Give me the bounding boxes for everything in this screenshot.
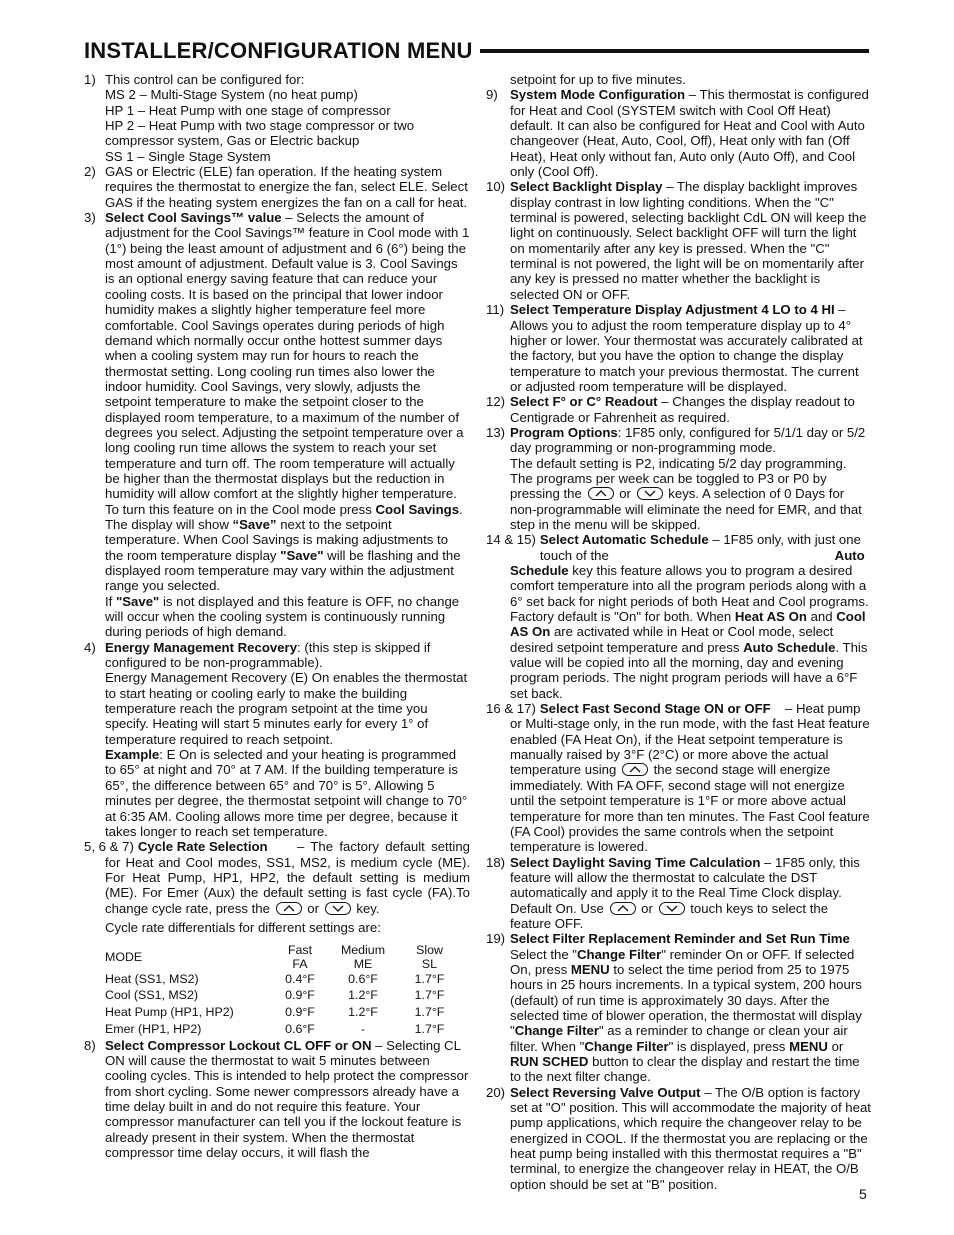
key-label: Cool Savings: [375, 501, 460, 517]
item-text: GAS or Electric (ELE) fan operation. If the heating system requires the thermostat to energize the fan, select ELE. Select GAS if the heating system energizes the fan on a call for heat.: [105, 164, 468, 210]
item-text: The default setting is P2, indicating 5/2 day programming. The programs per week can be toggled to P3 or P0 by pressing the: [510, 455, 847, 502]
key-label: MENU: [570, 961, 610, 977]
example-label: Example: [105, 747, 160, 763]
item-text: key.: [356, 900, 380, 916]
item-text: – Changes the display readout to Centigrade or Fahrenheit as required.: [510, 394, 855, 425]
cell-slow: 1.7°F: [414, 988, 445, 1003]
up-key-icon: [276, 902, 302, 915]
item-label: Select Filter Replacement Reminder and Set Run Time: [510, 931, 850, 947]
display-label: Change Filter: [577, 946, 662, 962]
item-18: [486, 855, 871, 932]
column-header-text: SL: [421, 957, 438, 972]
item-text: – 1F85 only, with just one touch of the: [539, 532, 861, 563]
cell-slow: 1.7°F: [414, 1005, 445, 1020]
item-label: Select Fast Second Stage ON or OFF: [539, 701, 771, 717]
item-number: 9): [486, 87, 498, 103]
item-text: – This thermostat is configured for Heat and Cool (SYSTEM switch with Cool Off Heat) default. It can also be configured for Heat and Cool with Auto changeover (Heat, Auto, Cool, Off), Heat only with fan (Off Heat), Heat only without fan, Auto only (Auto Off), and Cool only (Cool Off).: [510, 87, 869, 180]
item-11: [486, 302, 871, 394]
item-text: button to clear the display and restart the time to the next filter change.: [510, 1054, 860, 1085]
item-20: [486, 1085, 871, 1192]
item-14-15: [486, 532, 871, 563]
down-key-icon: [637, 487, 663, 500]
table-header-row: [105, 943, 458, 971]
item-19: [486, 931, 871, 1084]
item-2: [84, 164, 470, 210]
item-text: touch keys to select the feature OFF.: [510, 900, 829, 931]
cell-medium: -: [360, 1021, 366, 1036]
item-line: MS 2 – Multi-Stage System (no heat pump): [105, 87, 358, 103]
down-key-icon: [325, 902, 351, 915]
table-row: [105, 1004, 458, 1021]
cell-mode: Cool (SS1, MS2): [105, 988, 198, 1003]
item-text: . This value will be copied into all the morning, day and evening program periods. The night program periods will have a 6°F set back.: [510, 639, 868, 701]
item-number: 4): [84, 639, 96, 655]
key-label: Auto Schedule: [510, 547, 865, 578]
item-text: keys. A selection of 0 Days for non-programmable will eliminate the need for EMR, and that step in the menu will be skipped.: [510, 486, 862, 532]
cell-fast: 0.4°F: [285, 971, 315, 986]
item-text: or: [619, 486, 631, 502]
item-number: 10): [486, 179, 506, 195]
item-text: to select the time period from 25 to 1975 hours in 25 hours increments. In a typical system, 200 hours (default) of run time is approximately 30 days. After the selected time of blower operation, the thermostat will display ": [510, 961, 862, 1039]
item-12: [486, 394, 871, 425]
cell-medium: 1.2°F: [348, 1005, 378, 1020]
item-line: SS 1 – Single Stage System: [105, 148, 271, 164]
item-text: or: [307, 900, 320, 916]
item-line: HP 1 – Heat Pump with one stage of compressor: [105, 102, 391, 118]
left-column: [84, 72, 470, 1160]
display-label: "Save": [280, 547, 324, 563]
column-header-text: FA: [292, 957, 308, 972]
column-header-text: ME: [353, 957, 373, 972]
item-text: – The display backlight improves display contrast in low lighting conditions. When the "C" terminal is powered, selecting backlight CdL ON will keep the light on continuously. Select backlight OFF will turn the light on momentarily after any key is pressed. When the "C" terminal is not powered, the light will be on momentarily after any key is pressed no matter whether the backlight is selected ON or OFF.: [510, 179, 867, 302]
item-label: Select Temperature Display Adjustment 4 LO to 4 HI: [510, 302, 835, 318]
item-number: 3): [84, 210, 96, 226]
item-text: or: [827, 1038, 844, 1054]
item-1: [84, 72, 470, 164]
item-number: 20): [486, 1084, 506, 1100]
item-number: 18): [486, 854, 506, 870]
item-text: " as a reminder to change or clean your air filter. When ": [510, 1023, 848, 1054]
item-text: " reminder On or OFF. If selected On, press: [510, 946, 855, 977]
table-row: [105, 971, 458, 988]
cell-mode: Heat Pump (HP1, HP2): [105, 1005, 234, 1020]
item-line: HP 2 – Heat Pump with two stage compressor or two: [105, 118, 415, 134]
item-text: Energy Management Recovery (E) On enables the thermostat to start heating or cooling early to make the building temperature reach the program setpoint at the time you specify. Heating will start 5 minutes early for every 1° of temperature required to reach setpoint.: [105, 670, 468, 747]
display-label: "Save": [116, 593, 160, 609]
item-text: – Selects the amount of adjustment for the Cool Savings™ feature in Cool mode with 1 (1°) being the least amount of adjustment and 6 (6°) being the most amount of adjustment. Default value is 3. Cool Savings is an optional energy saving feature that can reduce your cooling costs. It is based on the principal that lower indoor humidity makes a slightly higher temperature feel more comfortable. Cool Savings operates during periods of high demand which normally occur onthe hottest summer days when a cooling system may run for hours to reach the thermostat setting. Long cooling run times also lower the indoor humidity. Cool Savings, very slowly, adjusts the setpoint temperature to make the setpoint closer to the displayed room temperature, to a maximum of the number of degrees you select. Adjusting the setpoint temperature over a long cooling run time allows the system to reach your set temperature and turn off. The room temperature will actually be higher than the thermostat displays but the reduction in humidity will allow comfort at the slightly higher temperature.: [105, 210, 470, 502]
item-label: Select Backlight Display: [510, 179, 663, 195]
item-text: will be flashing and the displayed room temperature may vary within the adjustment range you selected.: [105, 547, 461, 594]
item-label: Select Automatic Schedule: [539, 532, 709, 548]
item-number: 11): [486, 302, 505, 318]
item-text: next to the setpoint temperature. When Cool Savings is making adjustments to the room temperature display: [105, 516, 449, 563]
cell-slow: 1.7°F: [414, 971, 445, 986]
cycle-rate-caption: Cycle rate differentials for different settings are:: [105, 919, 381, 935]
column-header-slow: [401, 943, 458, 971]
key-label: MENU: [789, 1038, 828, 1054]
item-9: [486, 87, 871, 179]
item-number: 12): [486, 394, 506, 410]
table-row: [105, 1021, 458, 1038]
column-header-fast: [275, 943, 325, 971]
column-header-text: Fast: [287, 943, 313, 958]
item-label: Program Options: [510, 424, 618, 440]
cell-mode: Emer (HP1, HP2): [105, 1021, 202, 1036]
item-text: If: [105, 593, 116, 609]
item-text: – The factory default setting for Heat and Cool modes, SS1, MS2, is medium cycle (ME). For Heat Pump, HP1, HP2, the default setting is medium (ME). For Emer (Aux) the default setting is fast cycle (FA).To change cycle rate, press the: [105, 839, 470, 916]
up-key-icon: [622, 763, 648, 776]
item-8-continued: setpoint for up to five minutes.: [510, 72, 686, 87]
item-text: is not displayed and this feature is OFF, no change will occur when the cooling system is continuously running during periods of high demand.: [105, 593, 460, 640]
item-label: Select Compressor Lockout CL OFF or ON: [105, 1037, 372, 1053]
display-label: Change Filter: [584, 1038, 669, 1054]
table-row: [105, 988, 458, 1005]
column-header-mode: MODE: [105, 950, 143, 965]
item-text: : E On is selected and your heating is programmed to 65° at night and 70° at 7 AM. If the building temperature is 65°, the difference between 65° and 70° is 5°. Allowing 5 minutes per degree, the thermostat setpoint will change to 70° at 6:35 AM. Cooling allows more time per degree, because it takes longer to reach set temperature.: [105, 747, 468, 839]
right-column: [486, 72, 871, 1192]
item-text: . The display will show: [105, 501, 463, 532]
cycle-rate-table: [105, 943, 458, 1037]
cell-fast: 0.9°F: [285, 1005, 315, 1020]
item-text: – 1F85 only, this feature will allow the thermostat to calculate the DST automatically and apply it to the Real Time Clock display. Default On. Use: [510, 854, 860, 916]
cell-medium: 1.2°F: [348, 988, 378, 1003]
item-number: 2): [84, 164, 96, 180]
cycle-rate-table-wrap: [84, 943, 470, 1037]
cell-medium: 0.6°F: [348, 971, 378, 986]
item-text: " is displayed, press: [668, 1038, 790, 1054]
item-number: 13): [486, 424, 506, 440]
item-text: To turn this feature on in the Cool mode press: [105, 501, 376, 517]
column-header-text: Medium: [340, 943, 386, 958]
item-line: This control can be configured for:: [105, 72, 305, 87]
item-label: Select Reversing Valve Output: [510, 1084, 701, 1100]
cell-fast: 0.6°F: [285, 1021, 315, 1036]
item-text: – Allows you to adjust the room temperature display up to 4° higher or lower. Your thermostat was accurately calibrated at the factory, but you have the option to change the display temperature to match your previous thermostat. The current or adjusted room temperature will be displayed.: [510, 302, 863, 394]
display-label: Cool AS On: [510, 609, 866, 640]
item-text: and: [806, 609, 837, 625]
item-text: : 1F85 only, configured for 5/1/1 day or 5/2 day programming or non-programming mode.: [510, 424, 866, 456]
item-text: the second stage will energize immediately. With FA OFF, second stage will not energize until the setpoint temperature is 1°F or more above actual temperature for more than ten minutes. The Fast Cool feature (FA Cool) provides the same controls when the setpoint temperature is lowered.: [510, 762, 870, 855]
item-text: or: [641, 900, 653, 916]
item-number: 14 & 15): [486, 532, 536, 548]
item-4: [84, 640, 470, 839]
item-label: Select F° or C° Readout: [510, 394, 658, 410]
cell-fast: 0.9°F: [285, 988, 315, 1003]
down-key-icon: [659, 902, 685, 915]
item-8: [84, 1038, 470, 1161]
item-number: 1): [84, 72, 96, 87]
cell-slow: 1.7°F: [414, 1021, 445, 1036]
item-text: – Heat pump or Multi-stage only, in the run mode, with the fast Heat feature enabled (FA Heat On), if the Heat setpoint temperature is manually raised by 3°F (2°C) or more above the actual temperature using: [510, 701, 870, 778]
page-number: 5: [859, 1186, 867, 1202]
item-16-17-body: [486, 701, 871, 854]
item-number: 19): [486, 931, 506, 947]
display-label: Change Filter: [514, 1023, 599, 1039]
item-13: [486, 425, 871, 532]
item-text: Select the ": [510, 946, 577, 962]
item-label: Select Cool Savings™ value: [105, 210, 282, 226]
key-label: RUN SCHED: [510, 1054, 589, 1069]
item-text: – Selecting CL ON will cause the thermostat to wait 5 minutes between cooling cycles. This is intended to help protect the compressor from short cycling. Some newer compressors already have a time delay built in and do not require this feature. Your compressor manufacturer can tell you if the lockout feature is already present in their system. When the thermostat compressor time delay occurs, it will flash the: [105, 1037, 469, 1161]
page-title: INSTALLER/CONFIGURATION MENU: [84, 38, 473, 63]
item-text: – The O/B option is factory set at "O" position. This will accommodate the majority of heat pump applications, which require the changeover relay to be energized in COOL. If the thermostat you are replacing or the heat pump being installed with this thermostat requires a "B" terminal, to energize the changeover relay in HEAT, the O/B option should be set at "B" position.: [510, 1084, 871, 1192]
item-label: System Mode Configuration: [510, 87, 686, 103]
key-label: Auto Schedule: [743, 639, 836, 655]
item-3: [84, 210, 470, 640]
item-label: Select Daylight Saving Time Calculation: [510, 854, 761, 870]
up-key-icon: [610, 902, 636, 915]
item-text: are activated while in Heat or Cool mode, select desired setpoint temperature and press: [510, 624, 834, 655]
item-10: [486, 179, 871, 302]
item-number: 16 & 17): [486, 701, 536, 717]
cell-mode: Heat (SS1, MS2): [105, 971, 199, 986]
item-text: key this feature allows you to program a desired comfort temperature into all the program periods along with a 6° set back for night periods of both Heat and Cool programs. Factory default is "On" for both. When: [510, 563, 869, 625]
column-header-medium: [325, 943, 401, 971]
item-text: : (this step is skipped if configured to be non-programmable).: [105, 639, 431, 671]
display-label: Heat AS On: [734, 609, 807, 625]
column-header-text: Slow: [416, 943, 443, 958]
item-number: 8): [84, 1037, 96, 1053]
up-key-icon: [588, 487, 614, 500]
item-number: 5, 6 & 7): [84, 839, 134, 855]
item-14-15-body: [486, 548, 871, 701]
item-line: compressor system, Gas or Electric backup: [105, 133, 360, 149]
item-label: Cycle Rate Selection: [137, 839, 268, 855]
title-rule: [480, 49, 869, 53]
display-label: “Save”: [232, 516, 277, 532]
item-label: Energy Management Recovery: [105, 639, 298, 655]
